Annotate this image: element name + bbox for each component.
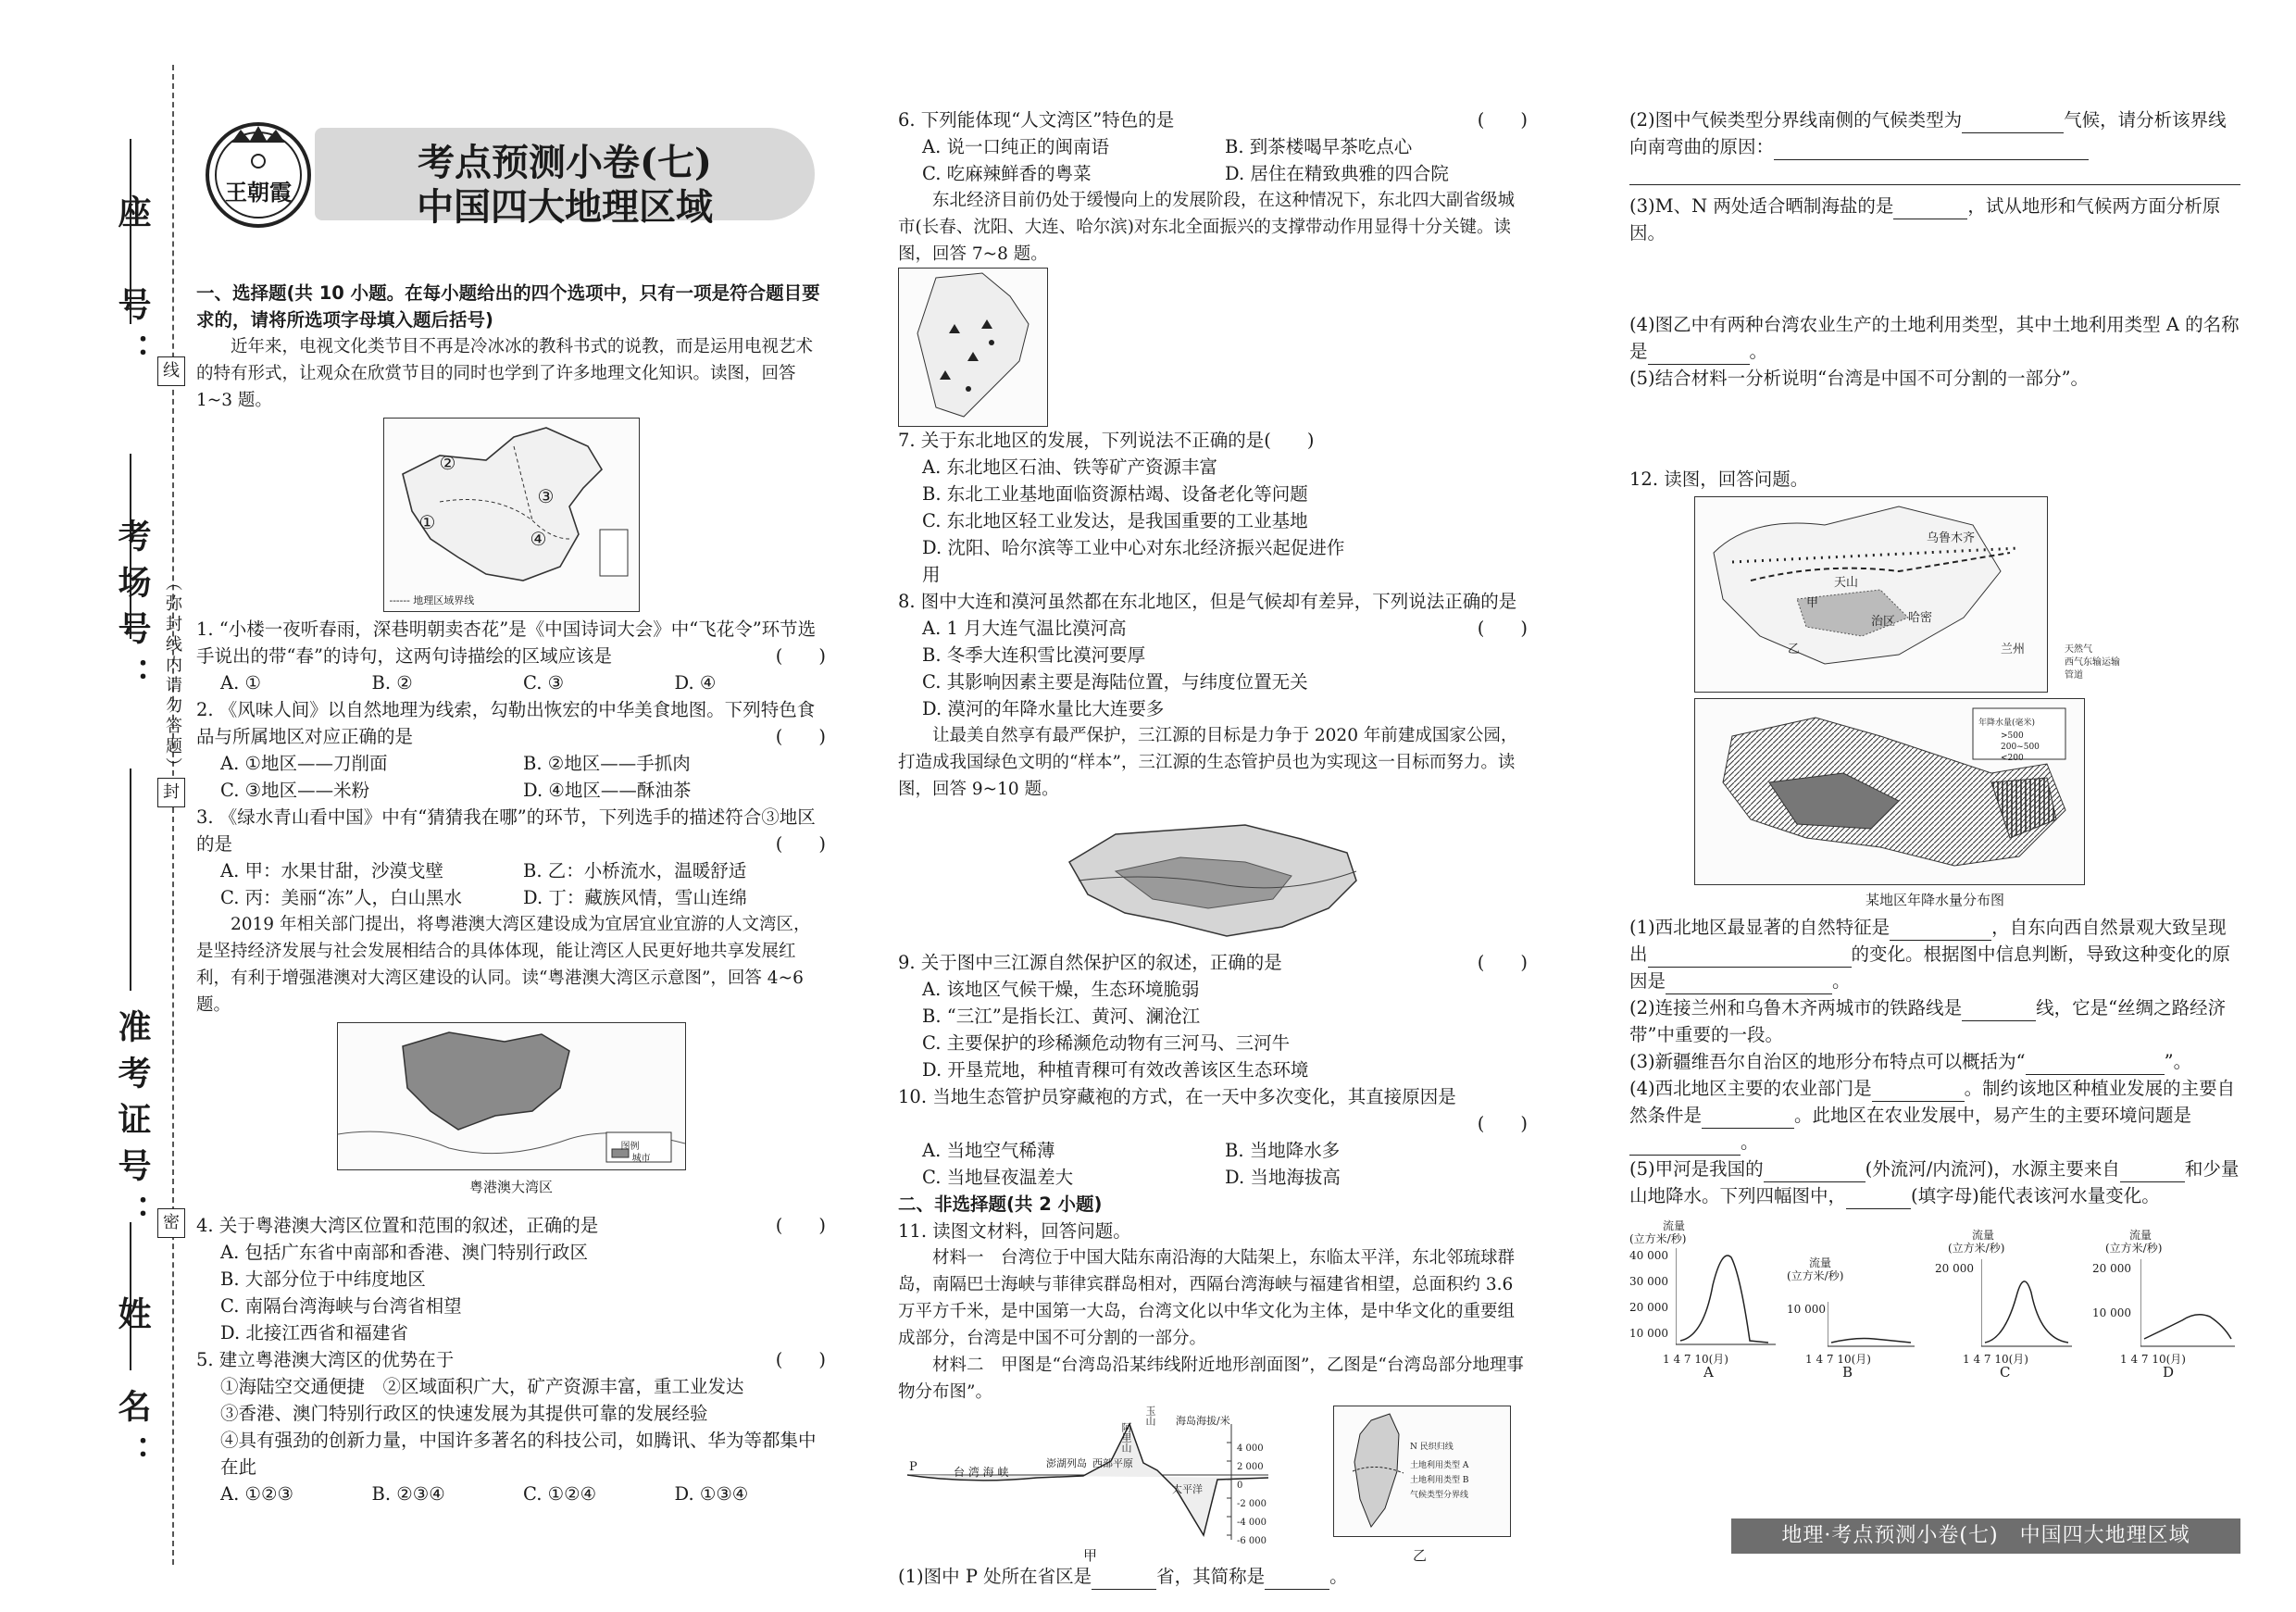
q12-1-text-c: 的变化。根据图中信息判断，导致这种变化的原因是 <box>1629 943 2231 992</box>
northwest-map-graphic <box>1695 497 2047 692</box>
seat-label: 座 号： <box>113 194 152 380</box>
q11-3-blank[interactable] <box>1893 200 1967 219</box>
q11-2-blank-climate[interactable] <box>1962 114 2064 133</box>
rain-legend-title: 年降水量(毫米) <box>1978 719 2036 728</box>
taiwan-legend-3: 土地利用类型 B <box>1410 1476 1469 1485</box>
question-11-1 <box>898 1563 1528 1590</box>
q10-options <box>898 1137 1528 1191</box>
page-title: 考点预测小卷(七) <box>418 141 712 184</box>
q11-2-answer-line[interactable] <box>1629 160 2240 185</box>
q11-1-blank-province[interactable] <box>1092 1570 1156 1590</box>
taiwan-legend-2: 土地利用类型 A <box>1410 1461 1469 1470</box>
question-6 <box>898 106 1528 133</box>
q6-option-b[interactable]: B. 到茶楼喝早茶吃点心 <box>1225 136 1413 157</box>
q2-option-d[interactable]: D. ④地区——酥油茶 <box>523 780 692 801</box>
chart-b-unit2: (立方米/秒) <box>1787 1269 1844 1282</box>
sanjiangyuan-map <box>1060 806 1366 945</box>
seal-dashed-line <box>172 65 174 1565</box>
profile-tick-5: -4 000 <box>1237 1518 1267 1528</box>
q11-4-text-b: 。 <box>1749 341 1768 362</box>
q4-options <box>196 1239 826 1346</box>
greater-bay-area-map <box>337 1022 686 1170</box>
q9-option-c[interactable]: C. 主要保护的珍稀濒危动物有三河马、三河牛 <box>922 1032 1291 1054</box>
chart-b-unit: 流量 <box>1809 1256 1832 1269</box>
q4-answer-paren[interactable]: ( ) <box>775 1215 826 1236</box>
section-1-title: 一、选择题(共 10 小题。在每小题给出的四个选项中，只有一项是符合题目要求的，请将所选项字母填入题后括号) <box>196 282 820 331</box>
column-2 <box>898 106 1528 1590</box>
logo-text: 王朝霞 <box>225 179 292 206</box>
chart-d-axis: 1 4 7 10(月) <box>2120 1353 2186 1366</box>
seal-box-seal: 封 <box>157 778 185 807</box>
chart-c-unit: 流量 <box>1972 1229 1995 1242</box>
q11-1-text-a: (1)图中 P 处所在省区是 <box>898 1566 1092 1587</box>
q5-option-d[interactable]: D. ①③④ <box>674 1483 749 1505</box>
figure-yi-label: 乙 <box>1413 1547 1428 1564</box>
q2-options <box>196 750 826 804</box>
map2-legend-item: 城市 <box>631 1154 651 1164</box>
q12-1-text-d: 。 <box>1832 970 1851 992</box>
q12-3-text-b: ”。 <box>2164 1051 2192 1072</box>
flow-chart-b <box>1787 1250 1916 1381</box>
q12-4-blank-1[interactable] <box>1872 1082 1965 1102</box>
q3-option-b[interactable]: B. 乙：小桥流水，温暖舒适 <box>523 860 747 881</box>
q10-answer-paren[interactable]: ( ) <box>1477 1113 1528 1134</box>
chart-d-unit: 流量 <box>2129 1229 2152 1242</box>
question-12-4 <box>1629 1075 2240 1156</box>
q11-3-answer-space[interactable] <box>1629 246 2240 311</box>
chart-c-tick-1: 20 000 <box>1935 1262 1974 1275</box>
q10-option-a[interactable]: A. 当地空气稀薄 <box>922 1140 1055 1161</box>
q12-5-blank-2[interactable] <box>2120 1163 2185 1182</box>
nw-label-lanzhou: 兰州 <box>2001 643 2026 656</box>
sanjiangyuan-map-graphic <box>1060 806 1366 945</box>
ticket-line <box>130 769 131 991</box>
question-11: 11. 读图文材料，回答问题。 <box>898 1220 1131 1242</box>
q4-option-a[interactable]: A. 包括广东省中南部和香港、澳门特别行政区 <box>220 1242 588 1263</box>
q2-answer-paren[interactable]: ( ) <box>775 726 826 747</box>
chart-a-tick-1: 40 000 <box>1629 1249 1668 1262</box>
q8-text: 8. 图中大连和漠河虽然都在东北地区，但是气候却有差异，下列说法正确的是 <box>898 591 1517 612</box>
q1-option-c[interactable]: C. ③ <box>523 672 565 694</box>
q3-option-a[interactable]: A. 甲：水果甘甜，沙漠戈壁 <box>220 860 443 881</box>
question-12-5 <box>1629 1156 2240 1209</box>
q10-option-b[interactable]: B. 当地降水多 <box>1225 1140 1341 1161</box>
profile-tick-2: 2 000 <box>1237 1462 1264 1472</box>
q5-item-3: ④具有强劲的创新力量，中国许多著名的科技公司，如腾讯、华为等都集中在此 <box>220 1430 817 1478</box>
q8-option-a[interactable]: A. 1 月大连气温比漠河高 <box>922 618 1127 639</box>
question-12: 12. 读图，回答问题。 <box>1629 469 1809 490</box>
intro-3: 东北经济目前仍处于缓慢向上的发展阶段，在这种情况下，东北四大副省级城市(长春、沈阳、大连、哈尔滨)对东北全面振兴的支撑带动作用显得十分关键。读图，回答 7~8 题。 <box>898 191 1516 264</box>
q4-text: 4. 关于粤港澳大湾区位置和范围的叙述，正确的是 <box>196 1215 599 1236</box>
chart-a-curve <box>1676 1248 1778 1348</box>
question-7: 7. 关于东北地区的发展，下列说法不正确的是( ) <box>898 430 1315 451</box>
question-4 <box>196 1212 826 1239</box>
q12-1-text-b: ，自东向西自然景观大致呈现出 <box>1629 917 2227 965</box>
nw-legend-gas: 天然气 <box>2065 644 2092 655</box>
chart-a-axis: 1 4 7 10(月) <box>1663 1353 1728 1366</box>
map2-legend-title: 图例 <box>620 1142 640 1152</box>
q1-options <box>196 669 826 696</box>
question-12-1 <box>1629 914 2240 994</box>
binding-strip <box>0 0 185 1612</box>
intro-4: 让最美自然享有最严保护，三江源的目标是力争于 2020 年前建成国家公园，打造成我国绿色文明的“样本”，三江源的生态管护员也为实现这一目标而努力。读图，回答 9~10 题。 <box>898 726 1518 799</box>
q11-4-blank[interactable] <box>1648 345 1750 365</box>
taiwan-legend-4: 气候类型分界线 <box>1410 1491 1469 1500</box>
question-11-2 <box>1629 106 2240 160</box>
q5-option-b[interactable]: B. ②③④ <box>371 1483 445 1505</box>
flow-chart-c <box>1935 1222 2074 1381</box>
q3-answer-paren[interactable]: ( ) <box>775 833 826 855</box>
q11-2-text-a: (2)图中气候类型分界线南侧的气候类型为 <box>1629 109 1963 131</box>
question-10: 10. 当地生态管护员穿藏袍的方式，在一天中多次变化，其直接原因是 <box>898 1086 1456 1107</box>
profile-tick-1: 4 000 <box>1237 1443 1264 1454</box>
q10-option-c[interactable]: C. 当地昼夜温差大 <box>922 1167 1074 1188</box>
q1-option-a[interactable]: A. ① <box>220 672 261 694</box>
q12-4-text-c: 。此地区在农业发展中，易产生的主要环境问题是 <box>1794 1105 2192 1126</box>
question-11-5: (5)结合材料一分析说明“台湾是中国不可分割的一部分”。 <box>1629 368 2090 389</box>
q11-1-text-c: 。 <box>1329 1566 1348 1587</box>
q5-item-1: ①海陆空交通便捷 ②区域面积广大，矿产资源丰富，重工业发达 <box>220 1376 744 1397</box>
q6-options <box>898 133 1528 187</box>
q12-5-blank-3[interactable] <box>1846 1190 1911 1209</box>
profile-tick-3: 0 <box>1237 1481 1243 1491</box>
q9-text: 9. 关于图中三江源自然保护区的叙述，正确的是 <box>898 952 1282 973</box>
question-12-3 <box>1629 1048 2240 1075</box>
footer-bar: 地理·考点预测小卷(七) 中国四大地理区域 <box>1731 1518 2240 1554</box>
q7-option-a[interactable]: A. 东北地区石油、铁等矿产资源丰富 <box>922 456 1217 478</box>
profile-label-alishan: 阿里山 <box>1120 1422 1132 1453</box>
nw-label-urumqi: 乌鲁木齐 <box>1927 531 1976 545</box>
chart-a-unit2: (立方米/秒) <box>1629 1232 1687 1245</box>
column-3 <box>1629 106 2240 1380</box>
q6-option-a[interactable]: A. 说一口纯正的闽南语 <box>922 136 1109 157</box>
q12-5-text-d: (填字母)能代表该河水量变化。 <box>1911 1185 2160 1206</box>
q7-option-c[interactable]: C. 东北地区轻工业发达，是我国重要的工业基地 <box>922 510 1308 531</box>
page-subtitle: 中国四大地理区域 <box>417 185 713 229</box>
nw-label-zhiqu: 治区 <box>1871 615 1896 629</box>
q12-2-text-b: 线，它是“丝绸之路经济带”中重要的一段。 <box>1629 997 2227 1045</box>
q9-answer-paren[interactable]: ( ) <box>1477 952 1528 973</box>
q7-option-b[interactable]: B. 东北工业基地面临资源枯竭、设备老化等问题 <box>922 483 1308 505</box>
question-1 <box>196 616 826 669</box>
q8-option-b[interactable]: B. 冬季大连积雪比漠河要厚 <box>922 644 1146 666</box>
chart-a-tick-3: 20 000 <box>1629 1301 1668 1314</box>
q7-option-d[interactable]: D. 沈阳、哈尔滨等工业中心对东北经济振兴起促进作用 <box>922 537 1345 585</box>
northeast-map-graphic <box>899 269 1047 426</box>
q6-option-c[interactable]: C. 吃麻辣鲜香的粤菜 <box>922 163 1092 184</box>
chart-a-tick-4: 10 000 <box>1629 1327 1668 1340</box>
q2-option-a[interactable]: A. ①地区——刀削面 <box>220 753 388 774</box>
q4-option-d[interactable]: D. 北接江西省和福建省 <box>220 1322 408 1343</box>
q11-4-text-a: (4)图乙中有两种台湾农业生产的土地利用类型，其中土地利用类型 A 的名称是 <box>1629 314 2240 362</box>
material-1: 材料一 台湾位于中国大陆东南沿海的大陆架上，东临太平洋，东北邻琉球群岛，南隔巴士海峡与菲律宾群岛相对，西隔台湾海峡与福建省相望，总面积约 3.6 万平方千米，是中国第一大岛，台湾文化以中华文化为主体，是中华文化的重要组成部分，台湾是中国不可分割的一部分。 <box>898 1248 1516 1348</box>
question-2 <box>196 696 826 750</box>
q11-3-text-b: ，试从地形和气候两方面分析原因。 <box>1629 195 2221 244</box>
flow-chart-d <box>2092 1222 2240 1381</box>
q12-2-text-a: (2)连接兰州和乌鲁木齐两城市的铁路线是 <box>1629 997 1963 1018</box>
q12-3-text-a: (3)新疆维吾尔自治区的地形分布特点可以概括为“ <box>1629 1051 2026 1072</box>
q5-text: 5. 建立粤港澳大湾区的优势在于 <box>196 1349 455 1370</box>
q9-options <box>898 976 1528 1083</box>
question-11-4 <box>1629 311 2240 365</box>
profile-label-p: P <box>909 1460 917 1474</box>
nw-legend-pipeline: 西气东输运输管道 <box>2065 657 2120 681</box>
q12-4-text-b: 。制约该地区种植业发展的主要自然条件是 <box>1629 1078 2236 1126</box>
q1-option-b[interactable]: B. ② <box>371 672 413 694</box>
q12-5-blank-1[interactable] <box>1764 1163 1866 1182</box>
q3-options <box>196 857 826 911</box>
question-12-2 <box>1629 994 2240 1048</box>
profile-label-plain: 西部平原 <box>1092 1457 1133 1469</box>
map2-caption: 粤港澳大湾区 <box>468 1179 553 1195</box>
q12-5-text-a: (5)甲河是我国的 <box>1629 1158 1764 1180</box>
q6-option-d[interactable]: D. 居住在精致典雅的四合院 <box>1225 163 1449 184</box>
q8-option-d[interactable]: D. 漠河的年降水量比大连要多 <box>922 698 1165 719</box>
chart-c-letter: C <box>2000 1364 2011 1381</box>
nw-label-yi: 乙 <box>1788 643 1801 656</box>
q6-text: 6. 下列能体现“人文湾区”特色的是 <box>898 109 1175 131</box>
q12-4-text-d: 。 <box>1741 1131 1759 1153</box>
profile-tick-6: -6 000 <box>1237 1536 1267 1546</box>
section-2-title: 二、非选择题(共 2 小题) <box>898 1193 1103 1215</box>
flow-charts <box>1629 1213 2240 1380</box>
column-1 <box>196 280 826 1507</box>
chart-d-letter: D <box>2163 1364 2175 1381</box>
northwest-map <box>1694 496 2048 693</box>
q8-option-c[interactable]: C. 其影响因素主要是海陆位置，与纬度位置无关 <box>922 671 1308 693</box>
q8-answer-paren[interactable]: ( ) <box>1477 618 1528 639</box>
q7-block <box>898 268 1528 588</box>
northeast-map <box>898 268 1048 427</box>
profile-label-yushan: 玉山 <box>1144 1406 1156 1426</box>
map1-label-2: ② <box>439 452 456 474</box>
profile-label-penghu: 澎湖列岛 <box>1046 1457 1087 1469</box>
profile-label-strait: 台 湾 海 峡 <box>954 1466 1009 1479</box>
chart-c-curve <box>1981 1259 2074 1348</box>
q5-option-a[interactable]: A. ①②③ <box>220 1483 293 1505</box>
q12-1-blank-2[interactable] <box>1648 948 1852 968</box>
rain-legend-3: <200 <box>2001 754 2024 763</box>
exam-room-label: 考场号： <box>113 519 152 704</box>
q12-1-blank-3[interactable] <box>1666 975 1832 994</box>
q12-5-text-b: (外流河/内流河)，水源主要来自 <box>1865 1158 2120 1180</box>
figure-jia-label: 甲 <box>1083 1547 1098 1564</box>
q12-5-text-c: 和少量山地降水。下列四幅图中， <box>1629 1158 2240 1206</box>
q3-option-d[interactable]: D. 丁：藏族风情，雪山连绵 <box>523 887 747 908</box>
nw-label-jia: 甲 <box>1806 596 1819 610</box>
q9-option-a[interactable]: A. 该地区气候干燥，生态环境脆弱 <box>922 979 1200 1000</box>
rain-map-caption: 某地区年降水量分布图 <box>1865 892 2004 908</box>
material-2: 材料二 甲图是“台湾岛沿某纬线附近地形剖面图”，乙图是“台湾岛部分地理事物分布图”。 <box>898 1356 1524 1402</box>
q12-3-blank[interactable] <box>2026 1056 2165 1075</box>
q6-answer-paren[interactable]: ( ) <box>1477 109 1528 131</box>
chart-a-unit: 流量 <box>1663 1219 1686 1232</box>
map1-label-3: ③ <box>537 485 555 507</box>
q3-text: 3. 《绿水青山看中国》中有“猜猜我在哪”的环节，下列选手的描述符合③地区的是 <box>196 806 816 855</box>
q8-options <box>898 615 1528 722</box>
intro-1: 近年来，电视文化类节目不再是冷冰冰的教科书式的说教，而是运用电视艺术的特有形式，让观众在欣赏节目的同时也学到了许多地理文化知识。读图，回答 1~3 题。 <box>196 337 814 410</box>
question-11-3 <box>1629 193 2240 246</box>
name-label: 姓 名： <box>113 1296 152 1481</box>
rain-legend-2: 200~500 <box>2001 743 2040 752</box>
map1-legend: ------ 地理区域界线 <box>389 594 475 606</box>
q7-options <box>898 454 1352 588</box>
q12-4-blank-2[interactable] <box>1702 1109 1794 1129</box>
question-3 <box>196 804 826 857</box>
profile-label-pacific: 太平洋 <box>1172 1483 1203 1495</box>
flow-chart-a <box>1629 1213 1778 1381</box>
q2-text: 2. 《风味人间》以自然地理为线索，勾勒出恢宏的中华美食地图。下列特色食品与所属地区对应正确的是 <box>196 699 816 747</box>
chart-c-axis: 1 4 7 10(月) <box>1963 1353 2028 1366</box>
q11-1-blank-abbr[interactable] <box>1265 1570 1329 1590</box>
q11-2-blank-reason[interactable] <box>1774 141 2089 160</box>
chart-d-tick-1: 20 000 <box>2092 1262 2131 1275</box>
rain-legend-1: >500 <box>2001 731 2024 741</box>
chart-c-unit2: (立方米/秒) <box>1948 1242 2005 1255</box>
map1-label-4: ④ <box>530 528 547 550</box>
seal-note: （弥封线内请勿答题） <box>163 574 182 778</box>
question-9 <box>898 949 1528 976</box>
q11-5-answer-space[interactable] <box>1629 392 2240 466</box>
chart-a-tick-2: 30 000 <box>1629 1275 1668 1288</box>
q4-option-b[interactable]: B. 大部分位于中纬度地区 <box>220 1268 426 1290</box>
chart-b-tick-1: 10 000 <box>1787 1303 1826 1316</box>
chart-d-tick-2: 10 000 <box>2092 1306 2131 1319</box>
q2-option-c[interactable]: C. ③地区——米粉 <box>220 780 370 801</box>
q12-1-text-a: (1)西北地区最显著的自然特征是 <box>1629 917 1890 938</box>
china-regions-map <box>383 418 640 612</box>
chart-a-letter: A <box>1703 1364 1714 1381</box>
chart-d-curve <box>2140 1259 2237 1348</box>
q1-option-d[interactable]: D. ④ <box>674 672 717 694</box>
map1-label-1: ① <box>418 511 436 533</box>
chart-b-curve <box>1828 1302 1916 1348</box>
q1-text: 1. “小楼一夜听春雨，深巷明朝卖杏花”是《中国诗词大会》中“飞花令”环节选手说出的带“春”的诗句，这两句诗描绘的区域应该是 <box>196 619 817 667</box>
taiwan-figures <box>898 1406 1528 1563</box>
title-banner <box>204 120 822 230</box>
taiwan-map <box>1333 1406 1511 1537</box>
q9-option-d[interactable]: D. 开垦荒地，种植青稞可有效改善该区生态环境 <box>922 1059 1309 1081</box>
taiwan-legend-1: N 民织归线 <box>1410 1443 1454 1452</box>
seal-box-line: 线 <box>157 356 185 386</box>
q5-item-2: ③香港、澳门特别行政区的快速发展为其提供可靠的发展经验 <box>220 1403 708 1424</box>
q12-4-blank-3[interactable] <box>1629 1136 1741 1156</box>
chart-b-letter: B <box>1842 1364 1853 1381</box>
chart-d-unit2: (立方米/秒) <box>2105 1242 2163 1255</box>
q10-option-d[interactable]: D. 当地海拔高 <box>1225 1167 1341 1188</box>
q2-option-b[interactable]: B. ②地区——手抓肉 <box>523 753 691 774</box>
q9-option-b[interactable]: B. “三江”是指长江、黄河、澜沧江 <box>922 1006 1201 1027</box>
profile-tick-4: -2 000 <box>1237 1499 1267 1509</box>
nw-label-hami: 哈密 <box>1908 611 1933 625</box>
q12-1-blank-1[interactable] <box>1890 921 1991 941</box>
q11-3-text-a: (3)M、N 两处适合晒制海盐的是 <box>1629 195 1894 217</box>
q5-options <box>196 1481 826 1507</box>
q4-option-c[interactable]: C. 南隔台湾海峡与台湾省相望 <box>220 1295 462 1317</box>
q12-4-text-a: (4)西北地区主要的农业部门是 <box>1629 1078 1872 1099</box>
nw-legend <box>2065 644 2120 682</box>
profile-axis-title: 海岛海拔/米 <box>1176 1415 1230 1427</box>
nw-label-tianshan: 天山 <box>1834 576 1859 590</box>
intro-2: 2019 年相关部门提出，将粤港澳大湾区建设成为宜居宜业宜游的人文湾区，是坚持经济发展与社会发展相结合的具体体现，能让湾区人民更好地共享发展红利，有利于增强港澳对大湾区建设的认同。读“粤港澳大湾区示意图”，回答 4~6 题。 <box>196 915 811 1015</box>
q11-1-text-b: 省，其简称是 <box>1156 1566 1266 1587</box>
ticket-label: 准考证号： <box>113 1009 152 1241</box>
seal-box-mi: 密 <box>157 1208 185 1238</box>
q5-items <box>196 1373 826 1481</box>
q11-2-text-b: 气候，请分析该界线向南弯曲的原因： <box>1629 109 2227 157</box>
question-5 <box>196 1346 826 1373</box>
q5-answer-paren[interactable]: ( ) <box>775 1349 826 1370</box>
q3-option-c[interactable]: C. 丙：美丽“冻”人，白山黑水 <box>220 887 463 908</box>
chart-b-axis: 1 4 7 10(月) <box>1805 1353 1871 1366</box>
q1-answer-paren[interactable]: ( ) <box>775 645 826 667</box>
precipitation-map <box>1694 698 2085 885</box>
q5-option-c[interactable]: C. ①②④ <box>523 1483 597 1505</box>
q12-2-blank[interactable] <box>1962 1002 2036 1021</box>
